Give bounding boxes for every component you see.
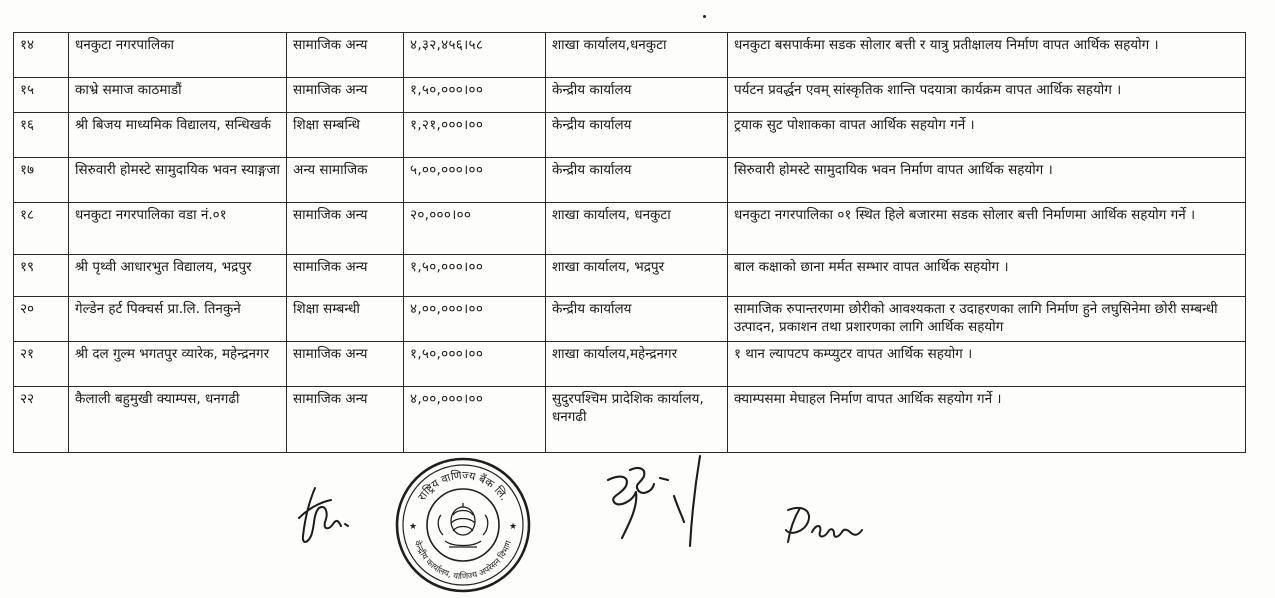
signature-3 bbox=[778, 500, 868, 555]
table-row bbox=[14, 78, 1246, 113]
amount: १,२१,०००।०० bbox=[404, 113, 546, 158]
seal-bottom-text: केन्द्रीय कार्यालय, वाणिज्य अपरेसन विभाग bbox=[411, 539, 515, 583]
recipient-name: सिरुवारी होमस्टे सामुदायिक भवन स्याङ्गजा bbox=[69, 158, 287, 203]
table-row bbox=[14, 113, 1246, 158]
purpose: पर्यटन प्रवर्द्धन एवम् सांस्कृतिक शान्ति पदयात्रा कार्यक्रम वापत आर्थिक सहयोग । bbox=[728, 78, 1246, 113]
recipient-name: गेल्डेन हर्ट पिक्चर्स प्रा.लि. तिनकुने bbox=[69, 297, 287, 342]
serial-number: २१ bbox=[14, 342, 69, 387]
amount: १,५०,०००।०० bbox=[404, 342, 546, 387]
csr-donation-table bbox=[13, 32, 1246, 453]
office: केन्द्रीय कार्यालय bbox=[546, 113, 728, 158]
table-row bbox=[14, 387, 1246, 453]
purpose: १ थान ल्यापटप कम्प्युटर वापत आर्थिक सहयोग । bbox=[728, 342, 1246, 387]
recipient-name: धनकुटा नगरपालिका वडा नं.०१ bbox=[69, 203, 287, 255]
sector-type: सामाजिक अन्य bbox=[287, 203, 404, 255]
office: शाखा कार्यालय,महेन्द्रनगर bbox=[546, 342, 728, 387]
office: सुदुरपश्चिम प्रादेशिक कार्यालय, धनगढी bbox=[546, 387, 728, 453]
purpose: सिरुवारी होमस्टे सामुदायिक भवन निर्माण वापत आर्थिक सहयोग । bbox=[728, 158, 1246, 203]
office: केन्द्रीय कार्यालय bbox=[546, 158, 728, 203]
office: शाखा कार्यालय, धनकुटा bbox=[546, 203, 728, 255]
stray-dot bbox=[703, 15, 706, 18]
purpose: धनकुटा बसपार्कमा सडक सोलार बत्ती र यात्रु प्रतीक्षालय निर्माण वापत आर्थिक सहयोग । bbox=[728, 33, 1246, 78]
table-row bbox=[14, 297, 1246, 342]
bank-seal bbox=[393, 455, 533, 595]
serial-number: १९ bbox=[14, 255, 69, 297]
serial-number: २० bbox=[14, 297, 69, 342]
signature-2 bbox=[600, 450, 720, 550]
serial-number: १५ bbox=[14, 78, 69, 113]
serial-number: १४ bbox=[14, 33, 69, 78]
table-row bbox=[14, 255, 1246, 297]
purpose: धनकुटा नगरपालिका ०१ स्थित हिले बजारमा सडक सोलार बत्ती निर्माणमा आर्थिक सहयोग गर्ने । bbox=[728, 203, 1246, 255]
recipient-name: श्री पृथ्वी आधारभुत विद्यालय, भद्रपुर bbox=[69, 255, 287, 297]
serial-number: १७ bbox=[14, 158, 69, 203]
amount: १,५०,०००।०० bbox=[404, 78, 546, 113]
recipient-name: काभ्रे समाज काठमाडौं bbox=[69, 78, 287, 113]
table-row bbox=[14, 203, 1246, 255]
table-row bbox=[14, 158, 1246, 203]
amount: ५,००,०००।०० bbox=[404, 158, 546, 203]
office: शाखा कार्यालय, भद्रपुर bbox=[546, 255, 728, 297]
sector-type: शिक्षा सम्बन्धि bbox=[287, 113, 404, 158]
recipient-name: धनकुटा नगरपालिका bbox=[69, 33, 287, 78]
sector-type: सामाजिक अन्य bbox=[287, 255, 404, 297]
sector-type: सामाजिक अन्य bbox=[287, 33, 404, 78]
svg-text:★: ★ bbox=[409, 522, 418, 532]
sector-type: अन्य सामाजिक bbox=[287, 158, 404, 203]
purpose: बाल कक्षाको छाना मर्मत सम्भार वापत आर्थिक सहयोग । bbox=[728, 255, 1246, 297]
recipient-name: कैलाली बहुमुखी क्याम्पस, धनगढी bbox=[69, 387, 287, 453]
purpose: ट्रयाक सुट पोशाकका वापत आर्थिक सहयोग गर्ने । bbox=[728, 113, 1246, 158]
amount: १,५०,०००।०० bbox=[404, 255, 546, 297]
office: शाखा कार्यालय,धनकुटा bbox=[546, 33, 728, 78]
purpose: क्याम्पसमा मेघाहल निर्माण वापत आर्थिक सहयोग गर्ने । bbox=[728, 387, 1246, 453]
amount: २०,०००।०० bbox=[404, 203, 546, 255]
svg-text:★: ★ bbox=[509, 522, 518, 532]
sector-type: सामाजिक अन्य bbox=[287, 342, 404, 387]
table-row bbox=[14, 342, 1246, 387]
sector-type: शिक्षा सम्बन्धी bbox=[287, 297, 404, 342]
seal-emblem-icon bbox=[438, 503, 488, 547]
serial-number: १६ bbox=[14, 113, 69, 158]
serial-number: १८ bbox=[14, 203, 69, 255]
recipient-name: श्री बिजय माध्यमिक विद्यालय, सन्धिखर्क bbox=[69, 113, 287, 158]
office: केन्द्रीय कार्यालय bbox=[546, 297, 728, 342]
seal-top-text: राष्ट्रिय वाणिज्य बैंक लि. bbox=[415, 468, 511, 503]
serial-number: २२ bbox=[14, 387, 69, 453]
signature-1 bbox=[285, 478, 365, 558]
recipient-name: श्री दल गुल्म भगतपुर व्यारेक, महेन्द्रनगर bbox=[69, 342, 287, 387]
amount: ४,००,०००।०० bbox=[404, 297, 546, 342]
table-row bbox=[14, 33, 1246, 78]
sector-type: सामाजिक अन्य bbox=[287, 387, 404, 453]
office: केन्द्रीय कार्यालय bbox=[546, 78, 728, 113]
purpose: सामाजिक रुपान्तरणमा छोरीको आवश्यकता र उदाहरणका लागि निर्माण हुने लघुसिनेमा छोरी सम्बन्धी उत्पादन, प्रकाशन तथा प्रशारणका लागि आर्थिक सहयोग bbox=[728, 297, 1246, 342]
sector-type: सामाजिक अन्य bbox=[287, 78, 404, 113]
amount: ४,००,०००।०० bbox=[404, 387, 546, 453]
amount: ४,३२,४५६।५८ bbox=[404, 33, 546, 78]
